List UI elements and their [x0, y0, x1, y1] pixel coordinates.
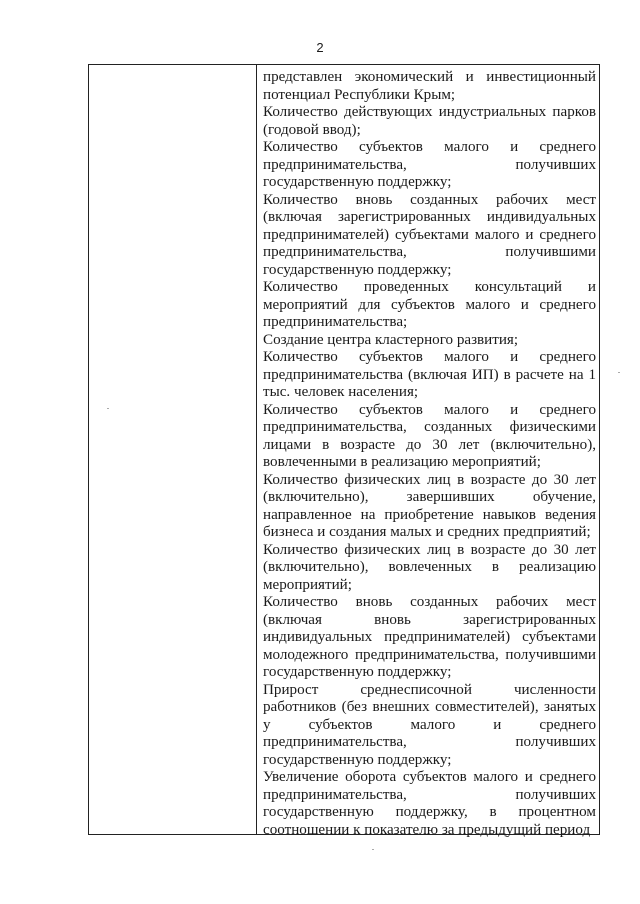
column-divider — [256, 65, 257, 834]
list-item: представлен экономический и инвестиционный потенциал Республики Крым; — [263, 69, 596, 103]
list-item: Количество физических лиц в возрасте до 30 лет (включительно), завершивших обучение, направленное на приобретение навыков ведения бизнеса и создания малых и средних предприятий; — [263, 471, 596, 540]
list-item: Количество субъектов малого и среднего предпринимательства, получивших государственную поддержку; — [263, 139, 596, 190]
scan-speck — [107, 408, 109, 409]
page-number: 2 — [316, 40, 324, 55]
list-item: Создание центра кластерного развития; — [263, 331, 519, 348]
list-item: Количество физических лиц в возрасте до 30 лет (включительно), вовлеченных в реализацию мероприятий; — [263, 541, 596, 593]
scan-speck — [618, 372, 620, 373]
table-right-cell — [263, 69, 596, 839]
list-item: Количество вновь созданных рабочих мест (включая зарегистрированных индивидуальных предпринимателей) субъектами малого и среднего предпринимательства, получившими государственную поддержку; — [263, 191, 596, 278]
list-item: Количество субъектов малого и среднего предпринимательства (включая ИП) в расчете на 1 тыс. человек населения; — [263, 349, 596, 400]
list-item: Увеличение оборота субъектов малого и среднего предпринимательства, получивших государственную поддержку, в процентном соотношении к показателю за предыдущий период — [263, 769, 596, 838]
list-item: Количество проведенных консультаций и мероприятий для субъектов малого и среднего предпринимательства; — [263, 279, 596, 330]
list-item: Прирост среднесписочной численности работников (без внешних совместителей), занятых у субъектов малого и среднего предпринимательства, получивших государственную поддержку; — [263, 681, 596, 768]
scan-speck — [372, 849, 374, 850]
document-table — [88, 64, 600, 838]
list-item: Количество субъектов малого и среднего предпринимательства, созданных физическими лицами в возрасте до 30 лет (включительно), вовлеченными в реализацию мероприятий; — [263, 401, 596, 470]
list-item: Количество вновь созданных рабочих мест (включая вновь зарегистрированных индивидуальных предпринимателей) субъектами молодежного предпринимательства, получившими государственную поддержку; — [263, 594, 596, 680]
list-item: Количество действующих индустриальных парков (годовой ввод); — [263, 104, 596, 138]
